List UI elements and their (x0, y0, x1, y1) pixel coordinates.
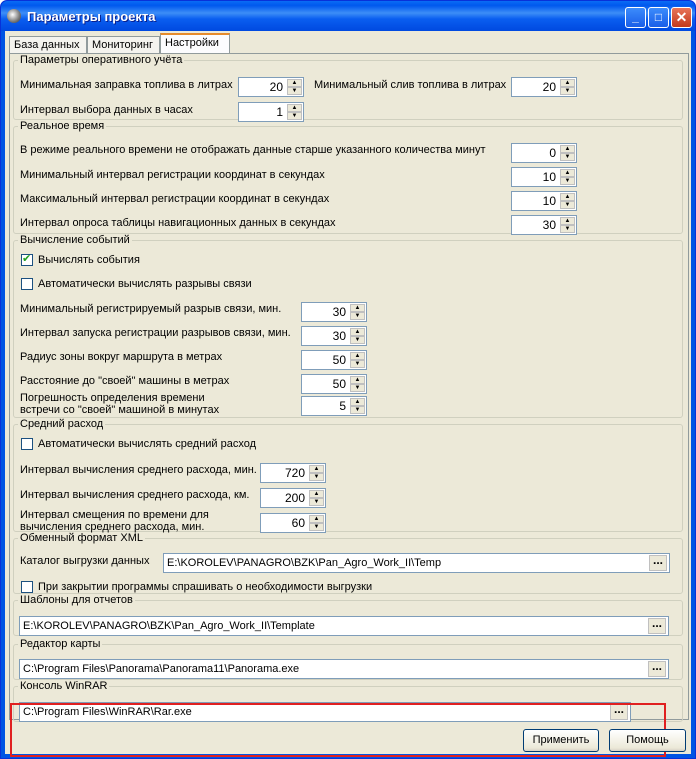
title-bar[interactable] (1, 1, 695, 31)
dialog-client (5, 31, 691, 754)
min-gap-label: Минимальный регистрируемый разрыв связи, мин. (20, 303, 282, 315)
avg-min-spinner[interactable]: 720 ▲ ▼ (260, 463, 326, 483)
winrar-path-field[interactable]: C:\Program Files\WinRAR\Rar.exe ... (19, 702, 631, 722)
avg-offset-spinner[interactable]: 60 ▲ ▼ (260, 513, 326, 533)
group-avg-consumption (13, 418, 683, 532)
map-editor-path-field[interactable]: C:\Program Files\Panorama\Panorama11\Panorama.exe ... (19, 659, 669, 679)
spin-down-icon[interactable]: ▼ (350, 312, 365, 320)
spin-down-icon[interactable]: ▼ (287, 112, 302, 120)
spin-up-icon[interactable]: ▲ (287, 79, 302, 87)
gap-interval-label: Интервал запуска регистрации разрывов связи, мин. (20, 327, 291, 339)
min-drain-spinner[interactable]: 20 ▲ ▼ (511, 77, 577, 97)
spin-down-icon[interactable]: ▼ (560, 153, 575, 161)
browse-icon[interactable]: ... (610, 704, 628, 720)
window-title: Параметры проекта (27, 9, 156, 24)
close-button[interactable]: ✕ (671, 7, 692, 28)
avg-offset-label: Интервал смещения по времени для вычисления среднего расхода, мин. (20, 509, 209, 533)
tab-settings[interactable]: Настройки (160, 33, 230, 54)
group-map-editor (13, 638, 683, 680)
min-gap-spinner[interactable]: 30 ▲ ▼ (301, 302, 367, 322)
browse-icon[interactable]: ... (649, 555, 667, 571)
spin-up-icon[interactable]: ▲ (350, 304, 365, 312)
spin-down-icon[interactable]: ▼ (560, 177, 575, 185)
group-realtime-title: Реальное время (20, 120, 105, 132)
rt-max-age-label: В режиме реального времени не отображать данные старше указанного количества минут (20, 144, 486, 156)
min-fill-spinner[interactable]: 20 ▲ ▼ (238, 77, 304, 97)
group-map-editor-title: Редактор карты (20, 638, 101, 650)
ask-export-label: При закрытии программы спрашивать о необходимости выгрузки (38, 581, 373, 593)
auto-gaps-checkbox[interactable] (21, 278, 33, 290)
group-avg-title: Средний расход (20, 418, 104, 430)
spin-up-icon[interactable]: ▲ (560, 217, 575, 225)
rt-max-interval-label: Максимальный интервал регистрации координат в секундах (20, 193, 330, 205)
tab-monitoring[interactable]: Мониторинг (87, 36, 160, 53)
route-radius-label: Радиус зоны вокруг маршрута в метрах (20, 351, 223, 363)
spin-down-icon[interactable]: ▼ (350, 360, 365, 368)
group-templates (13, 594, 683, 636)
auto-avg-label: Автоматически вычислять средний расход (38, 438, 257, 450)
export-dir-field[interactable]: E:\KOROLEV\PANAGRO\BZK\Pan_Agro_Work_II\Temp ... (163, 553, 670, 573)
help-button[interactable]: Помощь (609, 729, 686, 752)
rt-min-interval-label: Минимальный интервал регистрации координат в секундах (20, 169, 325, 181)
spin-up-icon[interactable]: ▲ (560, 145, 575, 153)
route-radius-spinner[interactable]: 50 ▲ ▼ (301, 350, 367, 370)
group-operational (13, 54, 683, 120)
spin-down-icon[interactable]: ▼ (560, 87, 575, 95)
rt-max-interval-spinner[interactable]: 10 ▲ ▼ (511, 191, 577, 211)
spin-down-icon[interactable]: ▼ (309, 473, 324, 481)
gap-interval-spinner[interactable]: 30 ▲ ▼ (301, 326, 367, 346)
spin-down-icon[interactable]: ▼ (309, 498, 324, 506)
group-operational-title: Параметры оперативного учёта (20, 54, 183, 66)
app-icon (7, 9, 21, 23)
spin-down-icon[interactable]: ▼ (350, 406, 365, 414)
maximize-button[interactable]: □ (648, 7, 669, 28)
auto-avg-checkbox[interactable] (21, 438, 33, 450)
calc-events-checkbox[interactable] (21, 254, 33, 266)
own-distance-label: Расстояние до "своей" машины в метрах (20, 375, 230, 387)
minimize-button[interactable]: _ (625, 7, 646, 28)
min-fill-label: Минимальная заправка топлива в литрах (20, 79, 233, 91)
spin-up-icon[interactable]: ▲ (350, 328, 365, 336)
spin-up-icon[interactable]: ▲ (350, 376, 365, 384)
spin-down-icon[interactable]: ▼ (350, 336, 365, 344)
browse-icon[interactable]: ... (648, 661, 666, 677)
ask-export-checkbox[interactable] (21, 581, 33, 593)
avg-min-label: Интервал вычисления среднего расхода, мин. (20, 464, 257, 476)
meeting-error-spinner[interactable]: 5 ▲ ▼ (301, 396, 367, 416)
spin-up-icon[interactable]: ▲ (309, 490, 324, 498)
spin-up-icon[interactable]: ▲ (309, 515, 324, 523)
auto-gaps-label: Автоматически вычислять разрывы связи (38, 278, 252, 290)
avg-km-label: Интервал вычисления среднего расхода, км. (20, 489, 250, 501)
export-dir-label: Каталог выгрузки данных (20, 555, 150, 567)
spin-down-icon[interactable]: ▼ (309, 523, 324, 531)
group-events-title: Вычисление событий (20, 234, 130, 246)
spin-up-icon[interactable]: ▲ (350, 352, 365, 360)
rt-min-interval-spinner[interactable]: 10 ▲ ▼ (511, 167, 577, 187)
min-drain-label: Минимальный слив топлива в литрах (314, 79, 507, 91)
spin-down-icon[interactable]: ▼ (560, 225, 575, 233)
group-winrar-title: Консоль WinRAR (20, 680, 108, 692)
interval-hours-label: Интервал выбора данных в часах (20, 104, 193, 116)
own-distance-spinner[interactable]: 50 ▲ ▼ (301, 374, 367, 394)
spin-down-icon[interactable]: ▼ (287, 87, 302, 95)
spin-up-icon[interactable]: ▲ (309, 465, 324, 473)
apply-button[interactable]: Применить (523, 729, 599, 752)
spin-up-icon[interactable]: ▲ (287, 104, 302, 112)
rt-poll-interval-spinner[interactable]: 30 ▲ ▼ (511, 215, 577, 235)
tab-database[interactable]: База данных (9, 36, 87, 53)
rt-poll-interval-label: Интервал опроса таблицы навигационных данных в секундах (20, 217, 336, 229)
avg-km-spinner[interactable]: 200 ▲ ▼ (260, 488, 326, 508)
group-realtime (13, 120, 683, 234)
spin-down-icon[interactable]: ▼ (560, 201, 575, 209)
meeting-error-label: Погрешность определения времени встречи со "своей" машиной в минутах (20, 392, 220, 416)
group-xml-title: Обменный формат XML (20, 532, 143, 544)
spin-up-icon[interactable]: ▲ (350, 398, 365, 406)
group-templates-title: Шаблоны для отчетов (20, 594, 133, 606)
interval-hours-spinner[interactable]: 1 ▲ ▼ (238, 102, 304, 122)
templates-path-field[interactable]: E:\KOROLEV\PANAGRO\BZK\Pan_Agro_Work_II\Template ... (19, 616, 669, 636)
calc-events-label: Вычислять события (38, 254, 140, 266)
spin-up-icon[interactable]: ▲ (560, 79, 575, 87)
settings-panel (9, 53, 689, 720)
spin-up-icon[interactable]: ▲ (560, 193, 575, 201)
group-xml (13, 532, 683, 594)
group-events (13, 234, 683, 418)
spin-up-icon[interactable]: ▲ (560, 169, 575, 177)
spin-down-icon[interactable]: ▼ (350, 384, 365, 392)
rt-max-age-spinner[interactable]: 0 ▲ ▼ (511, 143, 577, 163)
browse-icon[interactable]: ... (648, 618, 666, 634)
